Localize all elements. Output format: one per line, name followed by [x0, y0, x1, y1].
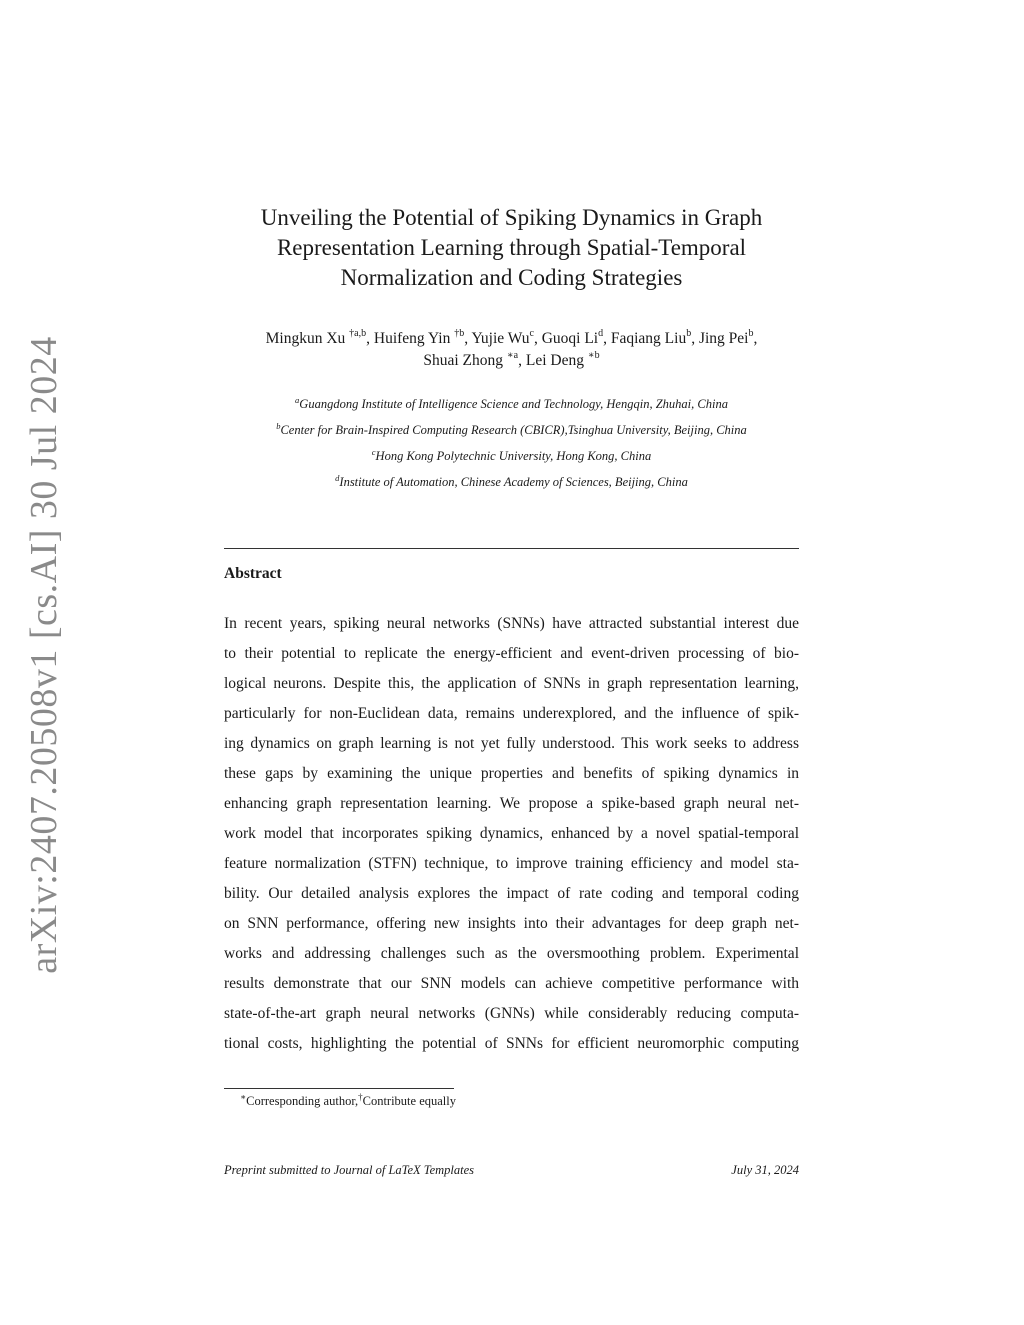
abstract-line: enhancing graph representation learning. We propose a spike-based graph neural net-: [224, 795, 799, 812]
abstract-line: logical neurons. Despite this, the application of SNNs in graph representation learning,: [224, 675, 799, 692]
title-line: Normalization and Coding Strategies: [340, 265, 683, 290]
abstract-line: ing dynamics on graph learning is not yet fully understood. This work seeks to address: [224, 735, 799, 752]
abstract-line: particularly for non-Euclidean data, remains underexplored, and the influence of spik-: [224, 705, 799, 722]
author-affiliation-mark: b: [748, 327, 754, 339]
preprint-note: Preprint submitted to Journal of LaTeX Templates: [224, 1163, 475, 1177]
abstract-heading: Abstract: [224, 565, 282, 582]
affiliation-mark: b: [276, 420, 281, 431]
author-name: Yujie Wu: [471, 330, 530, 347]
paper-title: [224, 203, 799, 293]
abstract-line: work model that incorporates spiking dynamics, enhanced by a novel spatial-temporal: [224, 825, 799, 842]
author-name: Huifeng Yin: [373, 330, 451, 347]
title-line: Representation Learning through Spatial-Temporal: [276, 235, 747, 260]
author-affiliation-mark: d: [598, 327, 604, 339]
author-affiliation-mark: †a,b: [349, 327, 367, 339]
author-affiliation-mark: ∗a: [506, 349, 519, 361]
author-affiliation-mark: †b: [454, 327, 465, 339]
preprint-date: July 31, 2024: [731, 1163, 799, 1177]
author-affiliation-mark: ∗b: [587, 349, 600, 361]
author-name: Lei Deng: [525, 352, 584, 369]
abstract-line: feature normalization (STFN) technique, to improve training efficiency and model sta-: [224, 855, 799, 872]
abstract-line: to their potential to replicate the energy-efficient and event-driven processing of bio-: [224, 645, 799, 662]
author-name: Jing Pei: [698, 330, 749, 347]
affiliation-mark: a: [295, 394, 300, 405]
author-affiliation-mark: b: [686, 327, 692, 339]
latex-logo: LaTeX: [388, 1163, 421, 1177]
title-line: Unveiling the Potential of Spiking Dynamics in Graph: [260, 205, 763, 230]
author-line: Shuai Zhong $^{∗a}$, Lei Deng $^{∗b}$: [423, 349, 600, 369]
footnote: ∗Corresponding author,†Contribute equally: [240, 1091, 456, 1108]
abstract-line: bility. Our detailed analysis explores the impact of rate coding and temporal coding: [224, 885, 799, 902]
abstract-line: results demonstrate that our SNN models can achieve competitive performance with: [224, 975, 799, 992]
affiliation-list: [224, 396, 799, 500]
affiliation: $^d$Institute of Automation, Chinese Academy of Sciences, Beijing, China: [335, 472, 688, 489]
author-line: Mingkun Xu $^{\dagger a,b}$, Huifeng Yin $^{\dagger b}$, Yujie Wu$^c$, Guoqi Li$^d$, Faqiang Liu$^b$, Jing Pei$^b$,: [265, 327, 758, 347]
affiliation: $^c$Hong Kong Polytechnic University, Hong Kong, China: [371, 446, 652, 463]
abstract-body: [224, 613, 799, 1063]
author-name: Guoqi Li: [541, 330, 599, 347]
abstract-line: tional costs, highlighting the potential of SNNs for efficient neuromorphic computing: [224, 1035, 799, 1052]
author-name: Shuai Zhong: [423, 352, 503, 369]
footnote-mark: †: [358, 1091, 363, 1102]
section-divider: [224, 548, 799, 549]
author-list: [224, 328, 799, 372]
affiliation-mark: d: [335, 472, 340, 483]
affiliation-mark: c: [371, 446, 376, 457]
author-affiliation-mark: c: [529, 327, 534, 339]
arxiv-identifier-stamp: arXiv:2407.20508v1 [cs.AI] 30 Jul 2024: [23, 336, 65, 974]
author-name: Faqiang Liu: [610, 330, 687, 347]
footnote-divider: [224, 1088, 454, 1089]
author-name: Mingkun Xu: [265, 330, 346, 347]
abstract-line: these gaps by examining the unique properties and benefits of spiking dynamics in: [224, 765, 799, 782]
affiliation: $^b$Center for Brain-Inspired Computing Research (CBICR),Tsinghua University, Beijing, China: [276, 420, 747, 437]
abstract-line: In recent years, spiking neural networks (SNNs) have attracted substantial interest due: [224, 615, 799, 632]
affiliation: $^a$Guangdong Institute of Intelligence Science and Technology, Hengqin, Zhuhai, China: [295, 394, 728, 411]
abstract-line: works and addressing challenges such as the oversmoothing problem. Experimental: [224, 945, 799, 962]
abstract-line: on SNN performance, offering new insights into their advantages for deep graph net-: [224, 915, 799, 932]
abstract-line: state-of-the-art graph neural networks (GNNs) while considerably reducing computa-: [224, 1005, 799, 1022]
footnote-mark: ∗: [240, 1091, 247, 1102]
